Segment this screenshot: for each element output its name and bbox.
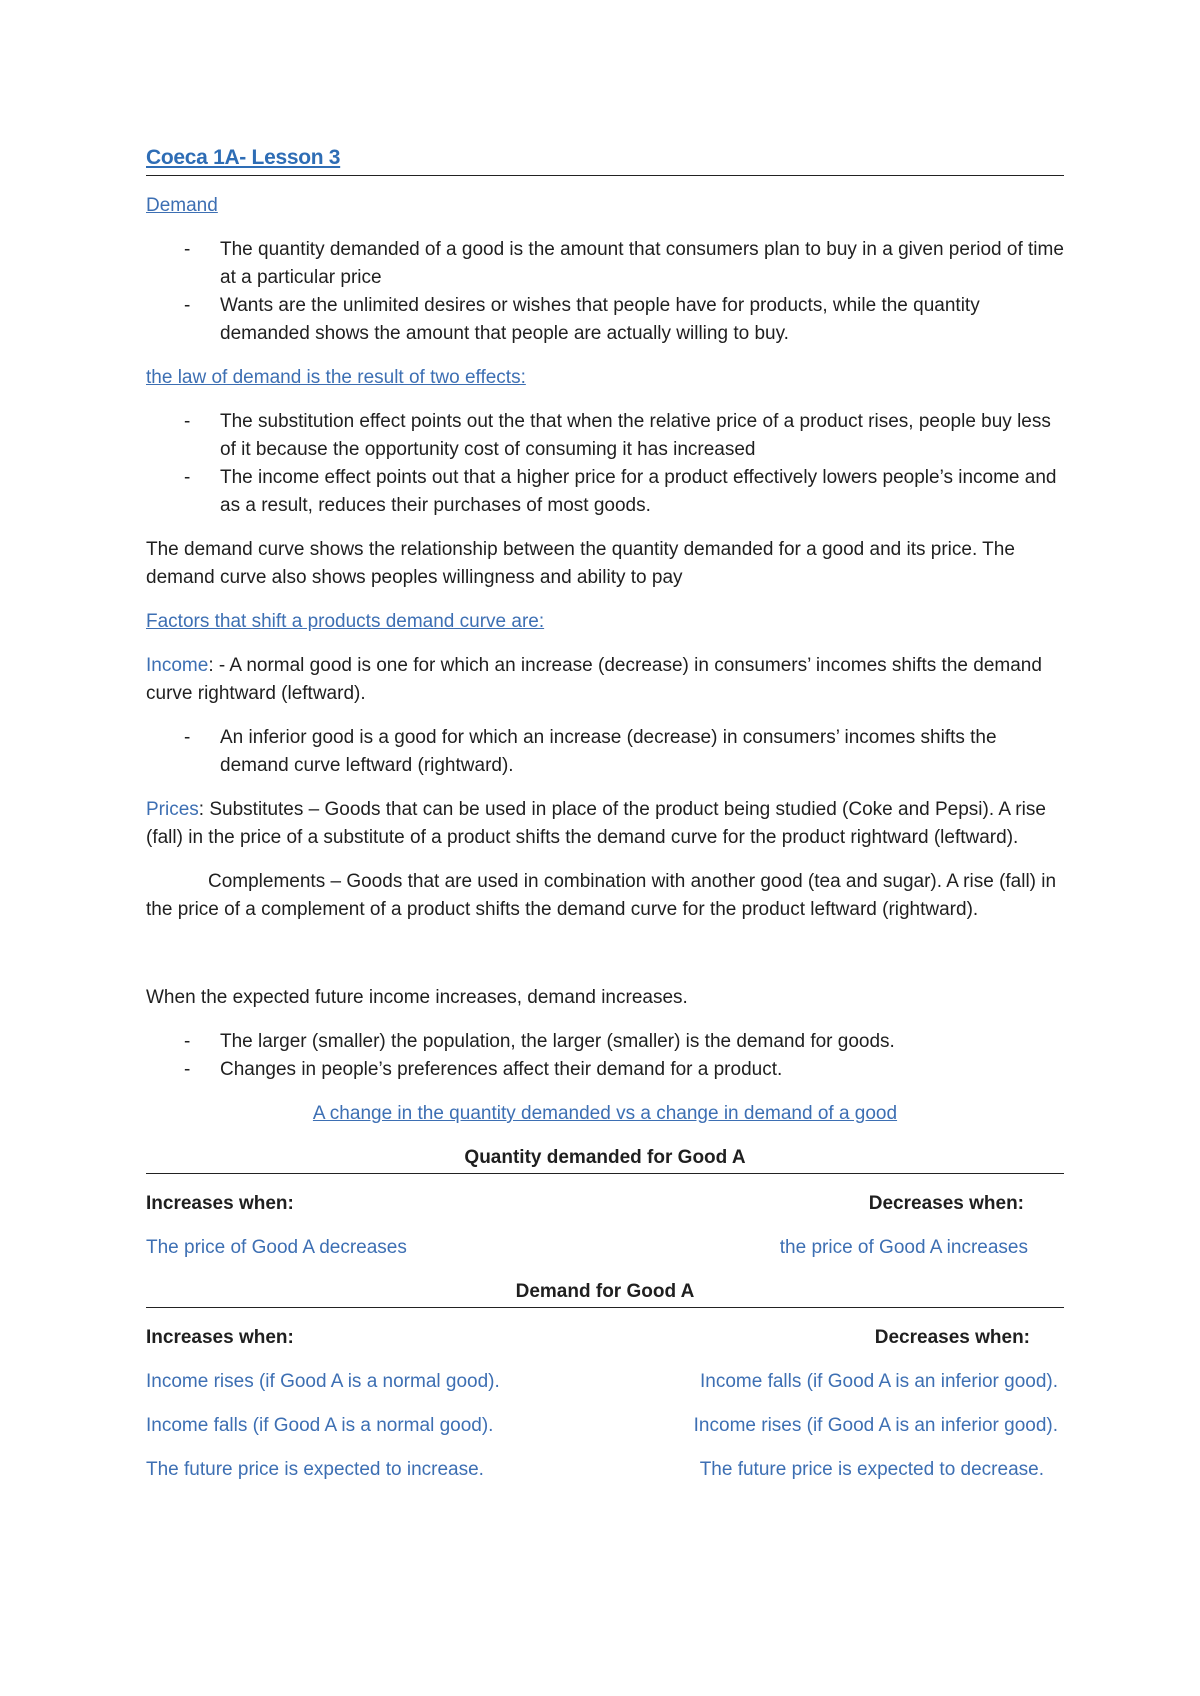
document-body [146,144,1064,1500]
list-item: - The larger (smaller) the population, the larger (smaller) is the demand for goods. [146,1028,1064,1056]
law-list [146,408,1064,520]
demand-good-heading: Demand for Good A [146,1278,1064,1308]
demand-decrease-cell: The future price is expected to decrease. [699,1459,1044,1480]
qd-increases-label: Increases when: [146,1193,294,1214]
factors-heading: Factors that shift a products demand curve are: [146,611,545,632]
quantity-demanded-heading: Quantity demanded for Good A [146,1144,1064,1174]
expected-income-paragraph: When the expected future income increases, demand increases. [146,987,688,1008]
demand-heading: Demand [146,195,218,216]
blank-line [146,940,1064,984]
demand-decreases-label: Decreases when: [874,1327,1030,1348]
page-title: Coeca 1A- Lesson 3 [146,144,1064,176]
table-row [146,1234,1064,1262]
list-item: - Changes in people’s preferences affect their demand for a product. [146,1056,1064,1084]
qd-labels-row [146,1190,1064,1218]
qd-decreases-label: Decreases when: [868,1193,1024,1214]
prices-text: : Substitutes – Goods that can be used in place of the product being studied (Coke and Pepsi). A rise (fall) in the price of a substitute of a product shifts the demand curve for the product rightward (leftward). [146,799,1046,848]
table-row [146,1368,1064,1396]
demand-decrease-cell: Income falls (if Good A is an inferior good). [699,1371,1058,1392]
demand-increase-cell: Income rises (if Good A is a normal good). [146,1371,500,1392]
demand-increases-label: Increases when: [146,1327,294,1348]
qd-increase-cell: The price of Good A decreases [146,1237,407,1258]
table-row [146,1456,1064,1484]
prices-label: Prices [146,799,199,820]
demand-curve-paragraph: The demand curve shows the relationship between the quantity demanded for a good and its price. The demand curve also shows peoples willingness and ability to pay [146,539,1015,588]
demand-decrease-cell: Income rises (if Good A is an inferior good). [693,1415,1058,1436]
complements-paragraph: Complements – Goods that are used in combination with another good (tea and sugar). A rise (fall) in the price of a complement of a product shifts the demand curve for the product leftward (rightward). [146,871,1057,920]
list-item: - The income effect points out that a higher price for a product effectively lowers people’s income and as a result, reduces their purchases of most goods. [146,464,1064,520]
change-heading: A change in the quantity demanded vs a change in demand of a good [312,1103,898,1124]
list-item: - Wants are the unlimited desires or wishes that people have for products, while the quantity demanded shows the amount that people are actually willing to buy. [146,292,1064,348]
income-text: : - A normal good is one for which an increase (decrease) in consumers’ incomes shifts the demand curve rightward (leftward). [146,655,1042,704]
demand-increase-cell: Income falls (if Good A is a normal good). [146,1415,494,1436]
income-paragraph [146,652,1064,708]
qd-decrease-cell: the price of Good A increases [779,1237,1028,1258]
list-item: - The quantity demanded of a good is the amount that consumers plan to buy in a given period of time at a particular price [146,236,1064,292]
other-factors-list [146,1028,1064,1084]
table-row [146,1412,1064,1440]
inferior-list [146,724,1064,780]
list-item: - An inferior good is a good for which an increase (decrease) in consumers’ incomes shifts the demand curve leftward (rightward). [146,724,1064,780]
list-item: - The substitution effect points out the that when the relative price of a product rises, people buy less of it because the opportunity cost of consuming it has increased [146,408,1064,464]
income-label: Income [146,655,209,676]
demand-labels-row [146,1324,1064,1352]
demand-list [146,236,1064,348]
prices-paragraph [146,796,1064,852]
demand-increase-cell: The future price is expected to increase. [146,1459,484,1480]
law-of-demand-heading: the law of demand is the result of two effects: [146,367,526,388]
